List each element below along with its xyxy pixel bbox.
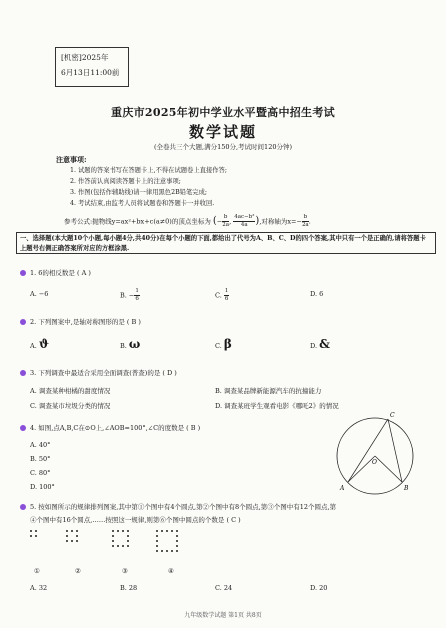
option-a: A. 40° [30,441,51,449]
option-b: B. − $\frac{1}{6}$ [120,288,139,302]
formula-prefix: 参考公式:抛物线y=ax²+bx+c(a≠0)的顶点坐标为 [64,217,211,226]
dot [112,540,114,542]
dot [176,540,178,542]
note-item: 3. 作图(包括作辅助线)请一律用黑色2B铅笔完成; [70,189,208,196]
dot [161,530,163,532]
question-stem: 4. 如图,点A,B,C在⊙O上,∠AOB=100°,∠C的度数是 ( B ) [30,424,201,432]
dot [112,530,114,532]
question-5 [20,502,336,511]
dot [35,535,37,537]
dot [127,540,129,542]
question-2 [20,317,141,326]
dot [66,535,68,537]
figure-label: ① [34,567,40,575]
question-stem: 5. 按如图所示的规律排列图案,其中第①个图中有4个圆点,第②个图中有8个圆点,第③个图中有12个圆点,第 [30,503,337,511]
note-item: 4. 考试结束,由监考人员将试题卷和答题卡一并收回. [70,200,215,207]
dot [171,530,173,532]
option-c: C. $\frac{1}{6}$ [215,288,229,302]
option-c: C. 24 [215,584,233,592]
dot [156,535,158,537]
option-c: C. 调查某市垃圾分类的情况 [30,402,111,410]
question-1 [20,268,91,277]
dot [127,530,129,532]
option-a: A. ϑ [30,337,50,351]
dot [122,545,124,547]
option-d: D. 调查某班学生观看电影《哪吒2》的情况 [215,402,339,410]
dot [176,530,178,532]
option-a: A. 调查某种柑橘的甜度情况 [30,387,111,395]
figure-label-b: B [404,485,409,492]
dot [161,550,163,552]
option-b: B. 调查某品牌新能源汽车的抗撞能力 [215,387,322,395]
dot [122,530,124,532]
vertex-y-fraction: $\frac{\text{4ac−b²}}{4a}$ [234,214,255,228]
dot [117,545,119,547]
dot [71,540,73,542]
dot [156,545,158,547]
dot [30,535,32,537]
option-c: C. 80° [30,469,51,477]
option-d: D. 20 [310,584,328,592]
question-stem: 1. 6的相反数是 ( A ) [30,269,91,277]
dot [156,530,158,532]
option-b: B. 28 [120,584,138,592]
question-bullet-icon [20,319,26,325]
secret-label: [机密]2025年 [61,53,109,62]
dot [112,535,114,537]
dot [166,530,168,532]
notes-title: 注意事项: [56,155,87,164]
question-bullet-icon [20,270,26,276]
figure-label-o: O [372,459,377,466]
note-item: 2. 作答前认真阅读答题卡上的注意事项; [70,178,181,185]
confidential-box [55,47,129,87]
vertex-x-fraction: $\frac{b}{2a}$ [222,214,230,228]
axis-text: ,对称轴为x=− [259,217,302,226]
dot [127,535,129,537]
figure-label-a: A [340,485,345,492]
question-stem-cont: ④个图中有16个圆点,……按照这一规律,则第⑥个图中圆点的个数是 ( C ) [30,516,241,524]
axis-fraction: $\frac{b}{2a}$ [301,214,309,228]
question-3 [20,368,177,377]
dot [76,530,78,532]
dot [66,530,68,532]
question-bullet-icon [20,370,26,376]
option-b: B. 50° [30,455,51,463]
question-bullet-icon [20,425,26,431]
question-stem: 2. 下列图案中,是轴对称图形的是 ( B ) [30,318,141,326]
dot [156,550,158,552]
dot [166,550,168,552]
option-d: D. 6 [310,290,324,298]
dot [35,530,37,532]
question-bullet-icon [20,504,26,510]
figure-label: ④ [168,567,174,575]
option-c: C. β [215,337,232,351]
dot [76,540,78,542]
page-footer: 九年级数学试题 第1页 共8页 [184,612,262,619]
option-d: D. & [310,337,330,351]
figure-label: ② [75,567,81,575]
subject-title: 数学试题 [188,123,257,141]
dot [30,530,32,532]
dot [112,545,114,547]
figure-label-c: C [390,412,395,419]
secret-time: 6月13日11:00前 [61,68,120,77]
dot [176,550,178,552]
note-item: 1. 试题的答案书写在答题卡上,不得在试题卷上直接作答; [70,167,227,174]
option-d: D. 100° [30,483,55,491]
dot [176,535,178,537]
question-stem: 3. 下列调查中最适合采用全面调查(普查)的是 ( D ) [30,369,177,377]
exam-info: (全卷共三个大题,满分150分,考试时间120分钟) [153,143,293,151]
section-instructions: 一、选择题(本大题10个小题,每小题4分,共40分)在每个小题的下面,都给出了代号为A、B、C、D的四个答案,其中只有一个是正确的,请将答题卡上题号右侧正确答案所对应的方框涂黑. [16,232,436,254]
reference-formula: 参考公式:抛物线y=ax²+bx+c(a≠0)的顶点坐标为 (− $\frac{b}{2a}$ , $\frac{\text{4ac−b²}}{4a}$ ),对称轴为x=− $\frac{b}{2a}$ . [64,214,311,228]
figure-label: ③ [122,567,128,575]
dot [171,550,173,552]
option-a: A. −6 [30,290,49,298]
dot [71,530,73,532]
dot [127,545,129,547]
question-4 [20,423,200,432]
dot [117,530,119,532]
circle-figure [330,408,430,496]
dot [76,535,78,537]
dot [156,540,158,542]
dot [176,545,178,547]
exam-title: 重庆市2025年初中学业水平暨高中招生考试 [111,106,335,119]
option-b: B. ω [120,337,141,351]
dot [66,540,68,542]
option-a: A. 32 [30,584,48,592]
